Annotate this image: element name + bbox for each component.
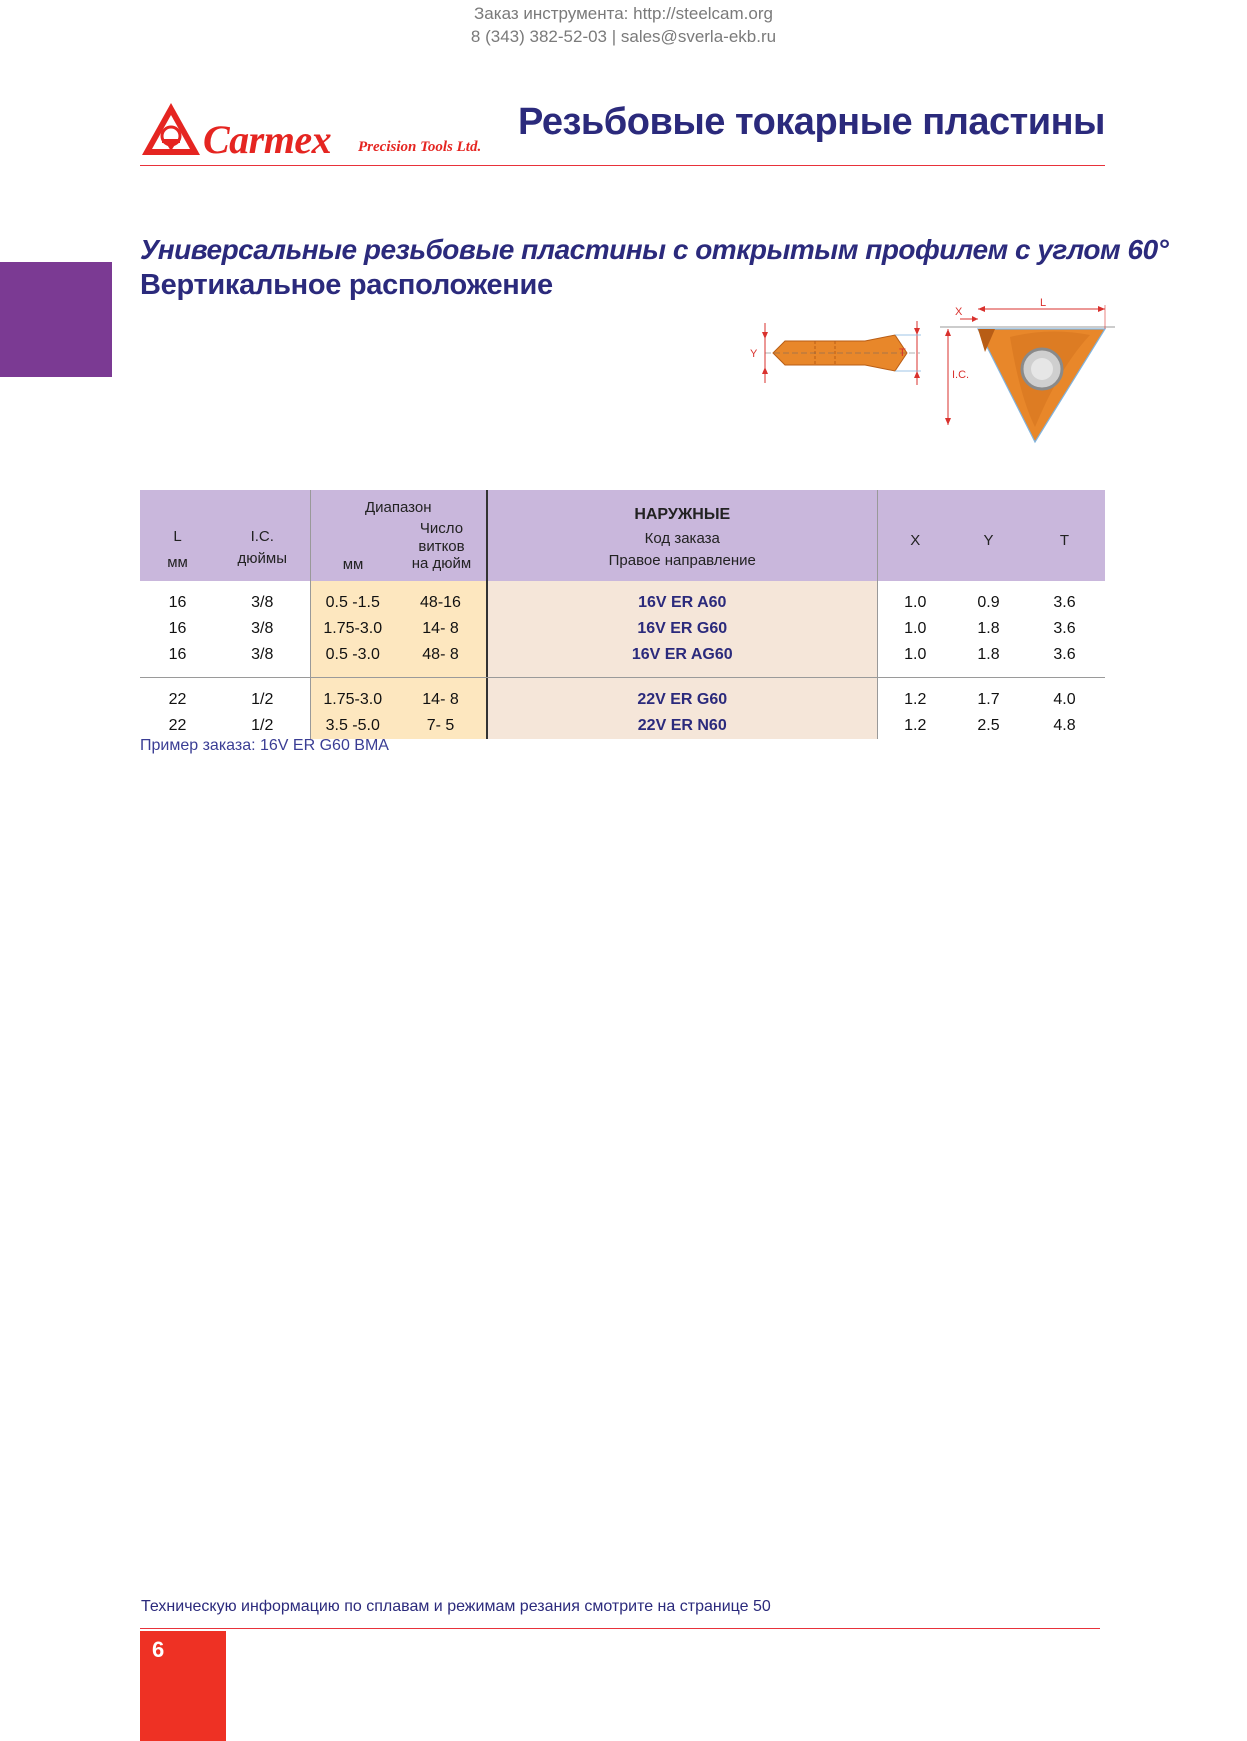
col-header-range — [310, 490, 487, 581]
cell-range-mm: 0.5 -3.0 — [310, 642, 395, 668]
logo-subtitle: Precision Tools Ltd. — [358, 139, 482, 155]
page-number-block — [140, 1631, 226, 1741]
top-contact — [0, 2, 1247, 48]
table-row — [140, 713, 1105, 739]
cell-tpi: 48- 8 — [395, 642, 487, 668]
table-header-row — [140, 490, 1105, 581]
cell-order-code: 16V ER AG60 — [487, 642, 877, 668]
contact-line-phone-email: 8 (343) 382-52-03 | sales@sverla-ekb.ru — [470, 27, 777, 46]
cell-t: 4.0 — [1053, 691, 1076, 708]
cell-range-mm: 3.5 -5.0 — [310, 713, 395, 739]
table-row — [140, 590, 1105, 616]
col-header-external: НАРУЖНЫЕ — [634, 506, 731, 523]
cell-ic: 1/2 — [215, 713, 310, 739]
t-dimension-label: T — [899, 347, 906, 359]
col-header-x — [877, 490, 953, 581]
cell-t: 3.6 — [1053, 646, 1076, 663]
table-row — [140, 642, 1105, 668]
cell-x: 1.2 — [904, 717, 927, 734]
cell-x: 1.0 — [904, 594, 927, 611]
carmex-logo — [140, 99, 500, 162]
section-title — [140, 233, 1168, 303]
cell-t: 3.6 — [1053, 620, 1076, 637]
cell-range-mm: 1.75-3.0 — [310, 687, 395, 713]
cell-order-code: 22V ER N60 — [487, 713, 877, 739]
col-header-t-label: T — [1059, 532, 1070, 549]
cell-ic: 3/8 — [215, 590, 310, 616]
page-title: Резьбовые токарные пластины — [518, 101, 1105, 143]
cell-tpi: 14- 8 — [395, 616, 487, 642]
cell-order-code: 16V ER A60 — [487, 590, 877, 616]
cell-y: 2.5 — [977, 717, 1000, 734]
cell-tpi: 48-16 — [395, 590, 487, 616]
cell-t: 3.6 — [1053, 594, 1076, 611]
cell-y: 1.8 — [977, 646, 1000, 663]
cell-order-code: 16V ER G60 — [487, 616, 877, 642]
cell-l: 16 — [168, 646, 187, 663]
logo-wordmark: Carmex — [203, 117, 332, 162]
col-header-l — [140, 490, 215, 581]
col-header-l-unit: мм — [167, 554, 188, 571]
cell-y: 1.7 — [977, 691, 1000, 708]
l-dimension-label: L — [1040, 297, 1047, 309]
cell-range-mm: 0.5 -1.5 — [310, 590, 395, 616]
col-header-ic — [215, 490, 310, 581]
col-header-l-label: L — [173, 528, 182, 545]
cell-l: 16 — [168, 594, 187, 611]
insert-spec-table — [140, 490, 1105, 739]
col-header-x-label: X — [910, 532, 921, 549]
col-header-tpi-line-2: витков — [418, 538, 465, 555]
cell-t: 4.8 — [1053, 717, 1076, 734]
cell-x: 1.0 — [904, 620, 927, 637]
order-example: Пример заказа: 16V ER G60 BMA — [140, 737, 389, 754]
col-header-tpi-line-1: Число — [419, 520, 464, 537]
cell-y: 0.9 — [977, 594, 1000, 611]
x-dimension-label: X — [955, 306, 963, 318]
cell-l: 22 — [168, 717, 187, 734]
col-header-order-code — [487, 490, 877, 581]
insert-side-view-diagram — [745, 315, 930, 395]
cell-y: 1.8 — [977, 620, 1000, 637]
cell-range-mm: 1.75-3.0 — [310, 616, 395, 642]
page-header — [140, 95, 1105, 166]
carmex-emblem-icon — [140, 99, 202, 159]
section-title-line-2: Вертикальное расположение — [140, 269, 553, 301]
cell-x: 1.2 — [904, 691, 927, 708]
cell-ic: 3/8 — [215, 616, 310, 642]
col-header-t — [1024, 490, 1105, 581]
contact-line-order: Заказ инструмента: http://steelcam.org — [474, 4, 773, 23]
table-row — [140, 616, 1105, 642]
footer-note: Техническую информацию по сплавам и режимам резания смотрите на странице 50 — [141, 1598, 771, 1615]
col-header-y — [953, 490, 1024, 581]
y-dimension-label: Y — [750, 348, 758, 360]
col-header-ic-label: I.C. — [250, 528, 274, 545]
insert-front-view-diagram — [940, 297, 1115, 452]
section-title-line-1: Универсальные резьбовые пластины с открытым профилем с углом 60° — [140, 234, 1169, 265]
cell-x: 1.0 — [904, 646, 927, 663]
col-header-ic-unit: дюймы — [237, 550, 287, 567]
col-header-range-label: Диапазон — [364, 499, 432, 516]
cell-order-code: 22V ER G60 — [487, 687, 877, 713]
cell-ic: 3/8 — [215, 642, 310, 668]
section-side-tab — [0, 262, 112, 377]
cell-l: 22 — [168, 691, 187, 708]
footer-divider — [140, 1628, 1100, 1629]
cell-l: 16 — [168, 620, 187, 637]
cell-tpi: 7- 5 — [395, 713, 487, 739]
ic-dimension-label: I.C. — [952, 369, 970, 381]
cell-ic: 1/2 — [215, 687, 310, 713]
page-number: 6 — [152, 1637, 165, 1662]
col-header-range-mm: мм — [342, 556, 364, 573]
table-row — [140, 687, 1105, 713]
col-header-order-code-label: Код заказа — [644, 530, 720, 547]
cell-tpi: 14- 8 — [395, 687, 487, 713]
col-header-tpi-line-3: на дюйм — [411, 555, 472, 572]
col-header-y-label: Y — [983, 532, 994, 549]
col-header-direction: Правое направление — [608, 552, 756, 569]
